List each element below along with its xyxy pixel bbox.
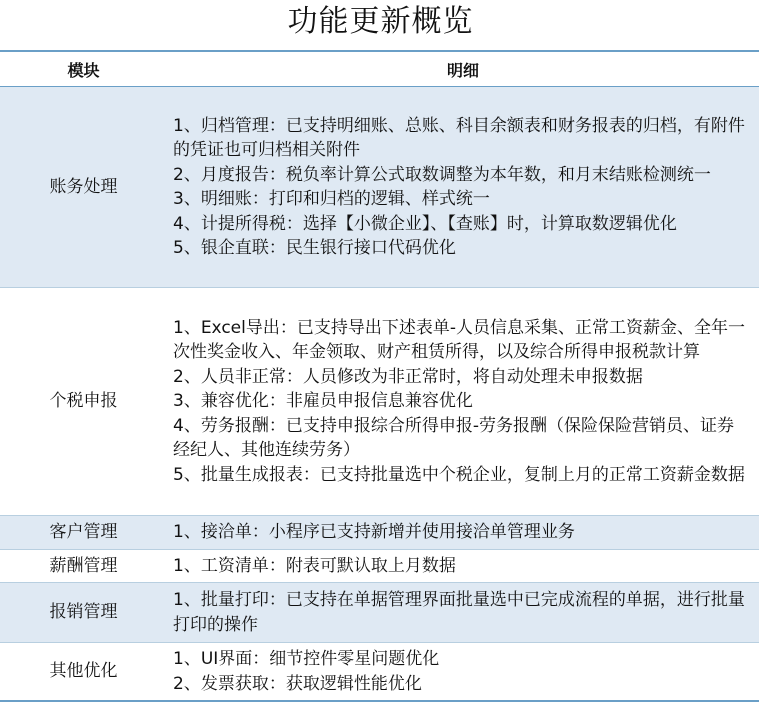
table-header-row: [0, 51, 759, 87]
feature-update-table: [0, 50, 759, 702]
detail-item: 1、工资清单：附表可默认取上月数据: [173, 555, 456, 576]
table-row-customer: [0, 516, 759, 550]
detail-item: 4、劳务报酬：已支持申报综合所得申报-劳务报酬（保险保险营销员、证券经纪人、其他连续劳务）: [173, 415, 734, 461]
detail-item: 3、兼容优化：非雇员申报信息兼容优化: [173, 391, 473, 412]
detail-cell: [167, 516, 759, 550]
detail-item: 1、接洽单：小程序已支持新增并使用接洽单管理业务: [173, 522, 575, 542]
detail-cell: [167, 87, 759, 288]
table-row-other: [0, 643, 759, 702]
detail-item: 1、归档管理：已支持明细账、总账、科目余额表和财务报表的归档，有附件的凭证也可归档相关附件: [173, 115, 745, 160]
page-title: 功能更新概览: [287, 4, 474, 39]
detail-item: 5、银企直联：民生银行接口代码优化: [173, 238, 456, 258]
detail-item: 4、计提所得税：选择【小微企业】、【查账】时，计算取数逻辑优化: [173, 213, 677, 234]
module-cell: 账务处理: [0, 87, 167, 288]
module-cell: 薪酬管理: [0, 549, 167, 583]
detail-item: 2、人员非正常：人员修改为非正常时，将自动处理未申报数据: [173, 366, 643, 387]
module-cell: 其他优化: [0, 643, 167, 702]
column-header-module: 模块: [0, 51, 167, 87]
module-cell: 报销管理: [0, 583, 167, 643]
detail-item: 3、明细账：打印和归档的逻辑、样式统一: [173, 189, 490, 209]
detail-item: 1、批量打印：已支持在单据管理界面批量选中已完成流程的单据，进行批量打印的操作: [173, 590, 745, 635]
detail-cell: [167, 583, 759, 643]
module-cell: 个税申报: [0, 288, 167, 516]
detail-cell: [167, 643, 759, 702]
table-row-reimbursement: [0, 583, 759, 643]
module-cell: 客户管理: [0, 516, 167, 550]
detail-item: 2、发票获取：获取逻辑性能优化: [173, 673, 422, 694]
table-row-payroll: [0, 549, 759, 583]
detail-cell: [167, 549, 759, 583]
table-row-accounting: [0, 87, 759, 288]
detail-item: 1、Excel导出：已支持导出下述表单-人员信息采集、正常工资薪金、全年一次性奖金收入、年金领取、财产租赁所得，以及综合所得申报税款计算: [173, 317, 745, 363]
detail-cell: [167, 288, 759, 516]
column-header-detail: 明细: [167, 51, 759, 87]
detail-item: 2、月度报告：税负率计算公式取数调整为本年数，和月末结账检测统一: [173, 164, 711, 185]
table-row-personal-tax: [0, 288, 759, 516]
detail-item: 5、批量生成报表：已支持批量选中个税企业，复制上月的正常工资薪金数据: [173, 464, 745, 485]
detail-item: 1、UI界面：细节控件零星问题优化: [173, 649, 440, 669]
